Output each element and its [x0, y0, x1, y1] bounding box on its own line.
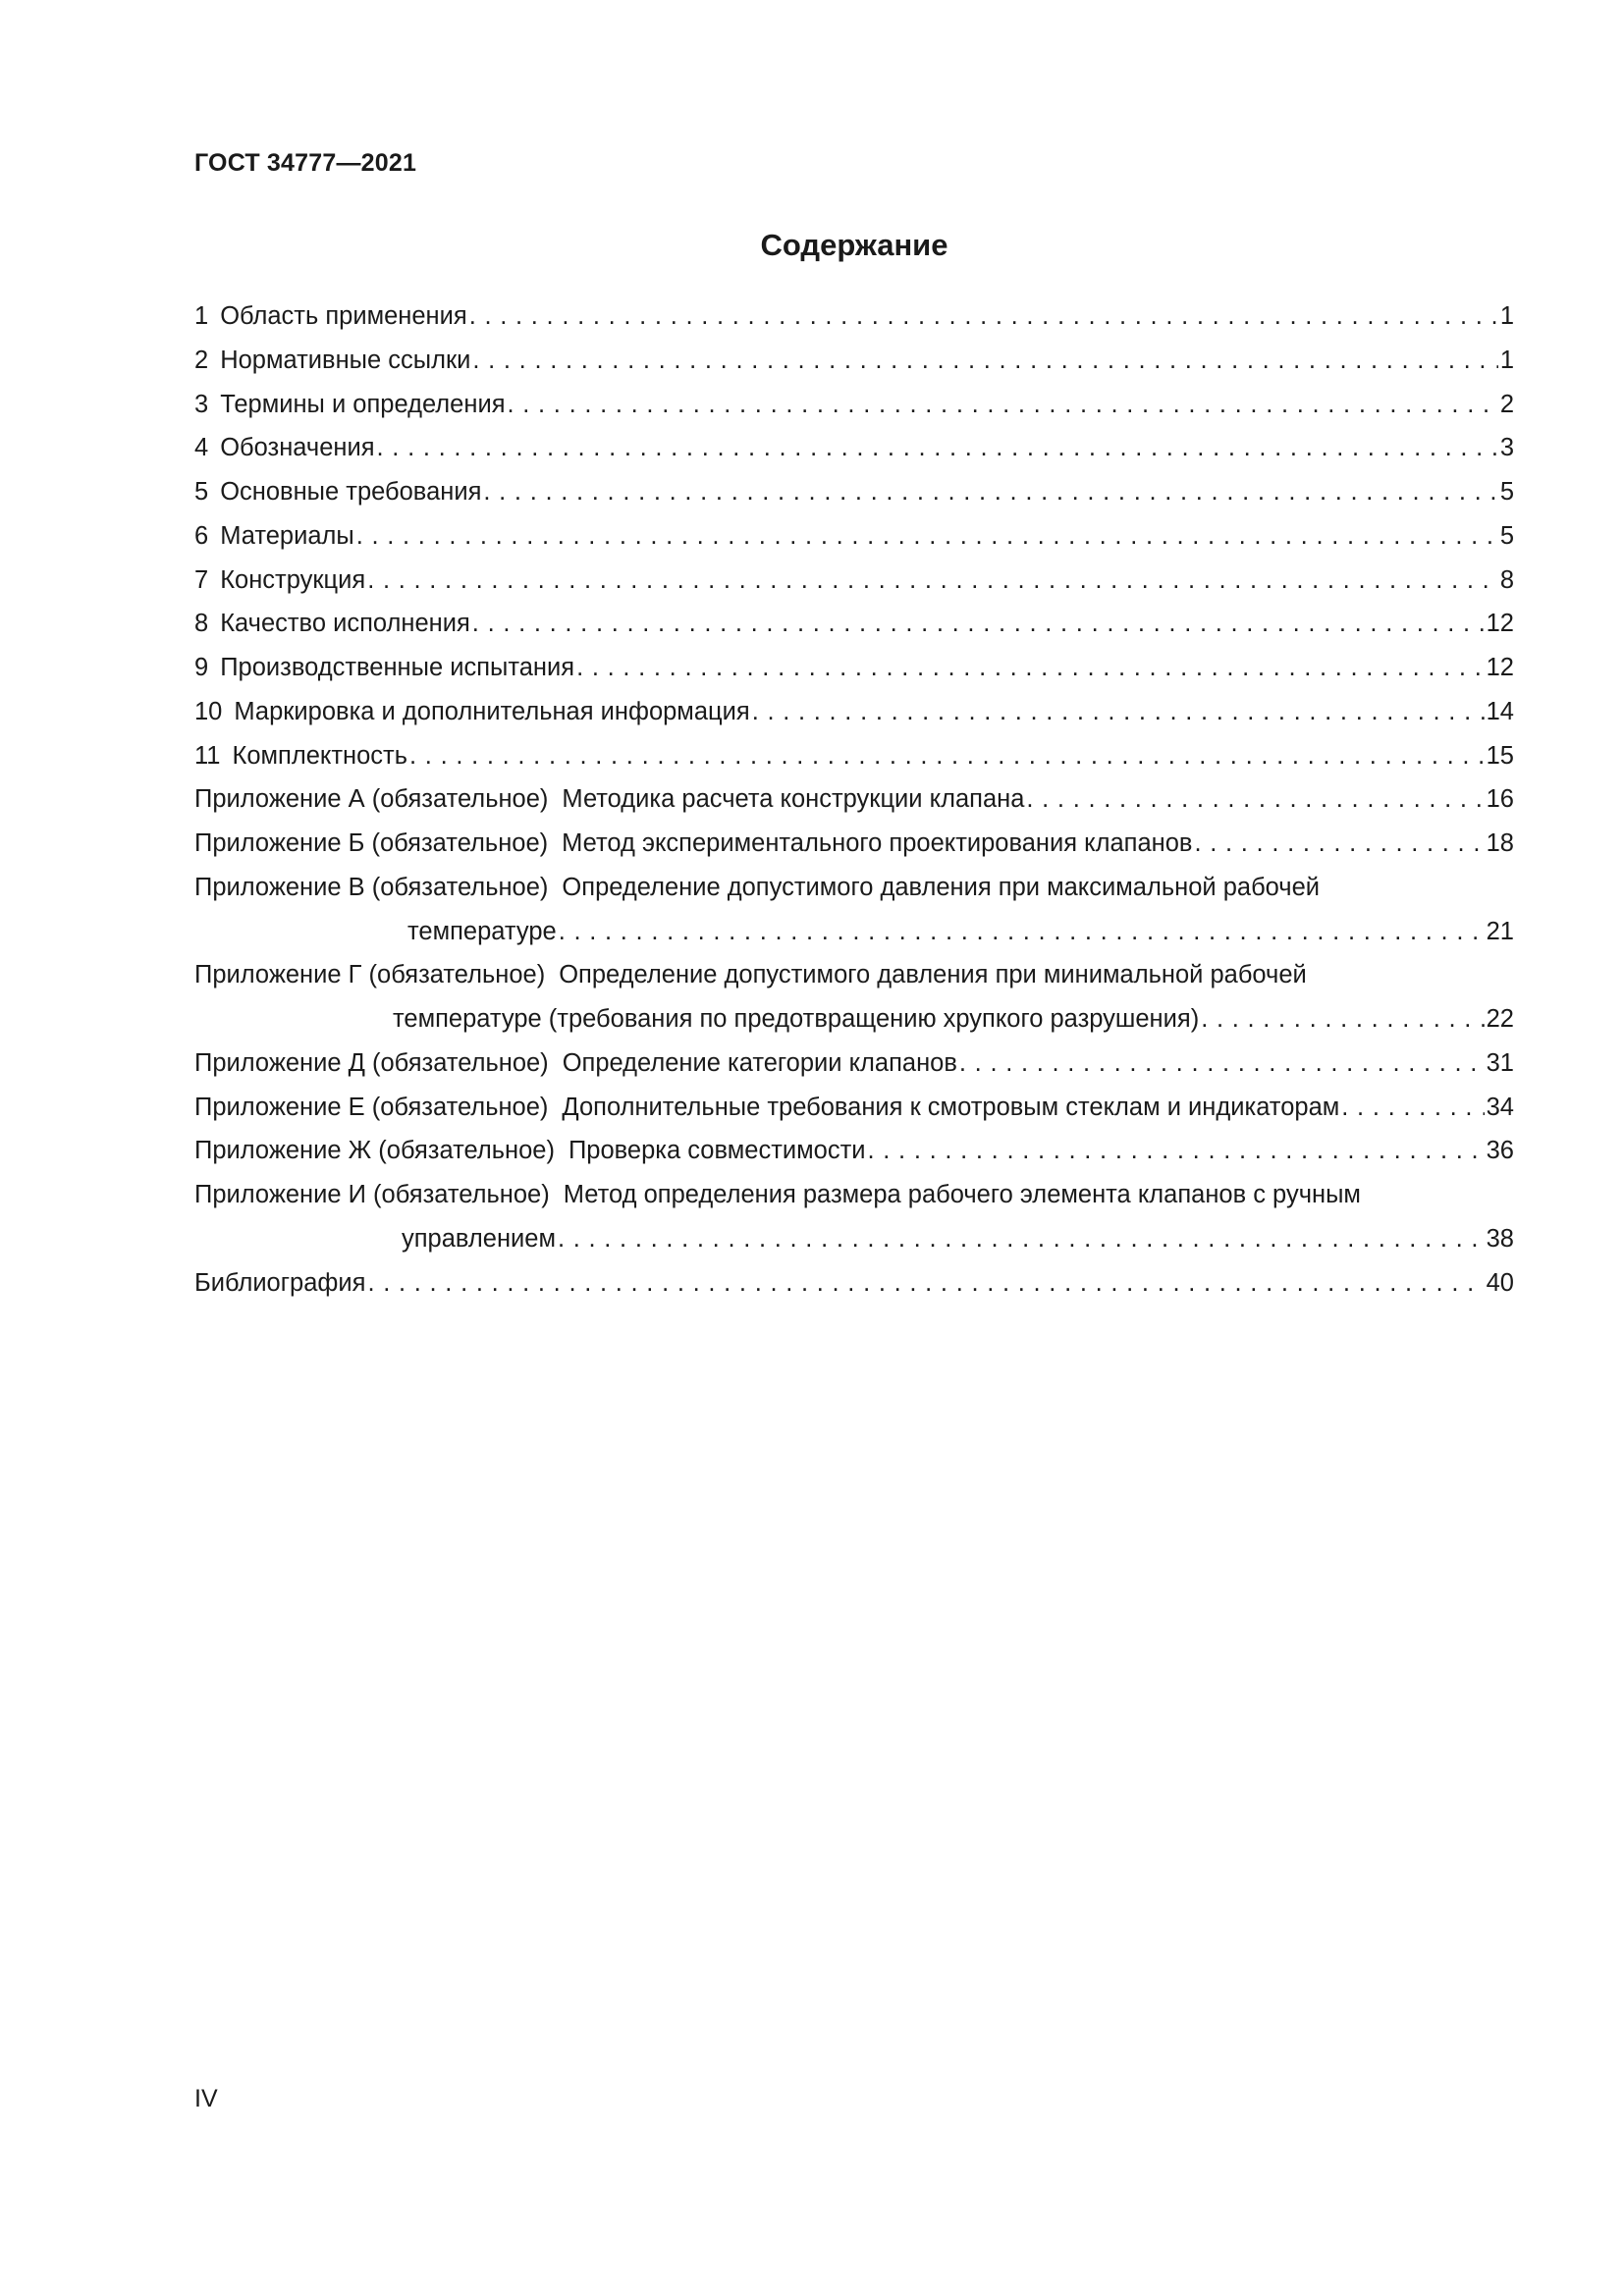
toc-annex-page: 38: [1486, 1224, 1514, 1253]
toc-annex-b[interactable]: [194, 822, 1514, 866]
toc-entry-page: 14: [1486, 697, 1514, 725]
toc-entry-number: 7: [194, 565, 209, 594]
toc-leader-dots: [558, 1217, 1485, 1261]
toc-entry-5[interactable]: [194, 470, 1514, 514]
toc-annex-title: Метод определения размера рабочего элемента клапанов с ручным: [563, 1181, 1361, 1208]
toc-entry-number: 4: [194, 434, 209, 462]
toc-annex-e[interactable]: [194, 1086, 1514, 1130]
toc-title: Содержание: [760, 228, 948, 262]
toc-entry-page: 5: [1499, 478, 1514, 506]
toc-annex-title: Методика расчета конструкции клапана: [562, 785, 1025, 814]
page-number: IV: [194, 2085, 218, 2112]
toc-leader-dots: [1201, 997, 1484, 1041]
toc-entry-3[interactable]: [194, 383, 1514, 427]
toc-leader-dots: [1026, 777, 1484, 822]
toc-annex-page: 31: [1486, 1048, 1514, 1077]
toc-entry-page: 1: [1499, 346, 1514, 374]
toc-entry-number: 9: [194, 654, 209, 681]
toc-annex-a[interactable]: [194, 777, 1514, 822]
toc-annex-title-continued: температуре (требования по предотвращению хрупкого разрушения): [393, 1005, 1200, 1033]
toc-bibliography-page: 40: [1486, 1268, 1514, 1297]
toc-entry-text: Качество исполнения: [220, 610, 470, 638]
toc-entry-number: 11: [194, 741, 221, 770]
toc-leader-dots: [483, 470, 1497, 514]
toc-entry-text: Термины и определения: [220, 390, 506, 418]
toc-leader-dots: [559, 910, 1485, 954]
toc-entry-7[interactable]: [194, 559, 1514, 603]
toc-entry-number: 10: [194, 697, 223, 725]
toc-annex-label: Приложение В (обязательное): [194, 873, 549, 901]
table-of-contents: [194, 294, 1514, 1305]
toc-annex-page: 22: [1486, 1005, 1514, 1033]
toc-entry-page: 12: [1486, 654, 1514, 681]
toc-annex-i[interactable]: [194, 1173, 1514, 1261]
toc-entry-text: Производственные испытания: [220, 654, 575, 681]
toc-annex-label: Приложение Ж (обязательное): [194, 1137, 555, 1165]
toc-annex-title: Метод экспериментального проектирования клапанов: [562, 829, 1193, 857]
toc-annex-page: 18: [1486, 829, 1514, 857]
toc-annex-label: Приложение Б (обязательное): [194, 829, 549, 857]
toc-bibliography[interactable]: [194, 1261, 1514, 1306]
toc-entry-8[interactable]: [194, 602, 1514, 646]
toc-annex-page: 16: [1486, 785, 1514, 814]
toc-leader-dots: [469, 294, 1498, 339]
toc-annex-g[interactable]: [194, 953, 1514, 1041]
toc-annex-title: Дополнительные требования к смотровым стеклам и индикаторам: [562, 1093, 1340, 1121]
toc-entry-text: Обозначения: [220, 434, 375, 462]
toc-leader-dots: [576, 646, 1485, 690]
toc-annex-label: Приложение Г (обязательное): [194, 961, 546, 989]
toc-entry-page: 2: [1499, 390, 1514, 418]
toc-annex-label: Приложение И (обязательное): [194, 1181, 550, 1208]
toc-entry-number: 5: [194, 478, 209, 506]
toc-leader-dots: [472, 339, 1497, 383]
toc-annex-title: Определение допустимого давления при максимальной рабочей: [562, 873, 1321, 901]
toc-leader-dots: [356, 514, 1498, 559]
toc-annex-v[interactable]: [194, 866, 1514, 954]
toc-entry-10[interactable]: [194, 690, 1514, 734]
toc-entry-text: Область применения: [220, 302, 467, 330]
toc-entry-page: 12: [1486, 610, 1514, 638]
toc-annex-page: 21: [1486, 917, 1514, 945]
toc-entry-text: Нормативные ссылки: [220, 346, 471, 374]
toc-annex-title: Определение допустимого давления при минимальной рабочей: [559, 961, 1307, 989]
toc-leader-dots: [508, 383, 1498, 427]
toc-entry-text: Комплектность: [232, 741, 408, 770]
toc-entry-1[interactable]: [194, 294, 1514, 339]
toc-annex-zh[interactable]: [194, 1129, 1514, 1173]
toc-annex-title: Определение категории клапанов: [562, 1048, 957, 1077]
toc-leader-dots: [868, 1129, 1485, 1173]
toc-entry-text: Конструкция: [220, 565, 366, 594]
document-code: ГОСТ 34777—2021: [194, 149, 417, 177]
toc-annex-label: Приложение Е (обязательное): [194, 1093, 549, 1121]
toc-entry-number: 6: [194, 521, 209, 550]
toc-entry-2[interactable]: [194, 339, 1514, 383]
toc-annex-title-continued: температуре: [407, 917, 557, 945]
toc-entry-number: 1: [194, 302, 209, 330]
toc-entry-11[interactable]: [194, 734, 1514, 778]
toc-annex-label: Приложение А (обязательное): [194, 785, 549, 814]
toc-annex-title: Проверка совместимости: [568, 1137, 866, 1165]
toc-entry-number: 8: [194, 610, 209, 638]
toc-annex-label: Приложение Д (обязательное): [194, 1048, 549, 1077]
toc-leader-dots: [367, 1261, 1484, 1306]
toc-annex-page: 34: [1486, 1093, 1514, 1121]
toc-annex-page: 36: [1486, 1137, 1514, 1165]
toc-annex-d[interactable]: [194, 1041, 1514, 1086]
toc-leader-dots: [367, 559, 1498, 603]
toc-annex-title-continued: управлением: [402, 1224, 556, 1253]
toc-entry-page: 8: [1499, 565, 1514, 594]
toc-entry-page: 15: [1486, 741, 1514, 770]
toc-bibliography-text: Библиография: [194, 1268, 366, 1297]
toc-leader-dots: [377, 426, 1498, 470]
toc-leader-dots: [409, 734, 1485, 778]
toc-entry-9[interactable]: [194, 646, 1514, 690]
toc-entry-text: Материалы: [220, 521, 354, 550]
toc-leader-dots: [1194, 822, 1484, 866]
toc-entry-6[interactable]: [194, 514, 1514, 559]
toc-entry-page: 3: [1499, 434, 1514, 462]
toc-entry-number: 3: [194, 390, 209, 418]
toc-entry-text: Маркировка и дополнительная информация: [234, 697, 750, 725]
toc-entry-page: 5: [1499, 521, 1514, 550]
toc-leader-dots: [752, 690, 1485, 734]
toc-entry-text: Основные требования: [220, 478, 482, 506]
toc-leader-dots: [959, 1041, 1485, 1086]
toc-leader-dots: [472, 602, 1485, 646]
toc-entry-4[interactable]: [194, 426, 1514, 470]
toc-entry-number: 2: [194, 346, 209, 374]
toc-entry-page: 1: [1499, 302, 1514, 330]
toc-leader-dots: [1341, 1086, 1484, 1130]
